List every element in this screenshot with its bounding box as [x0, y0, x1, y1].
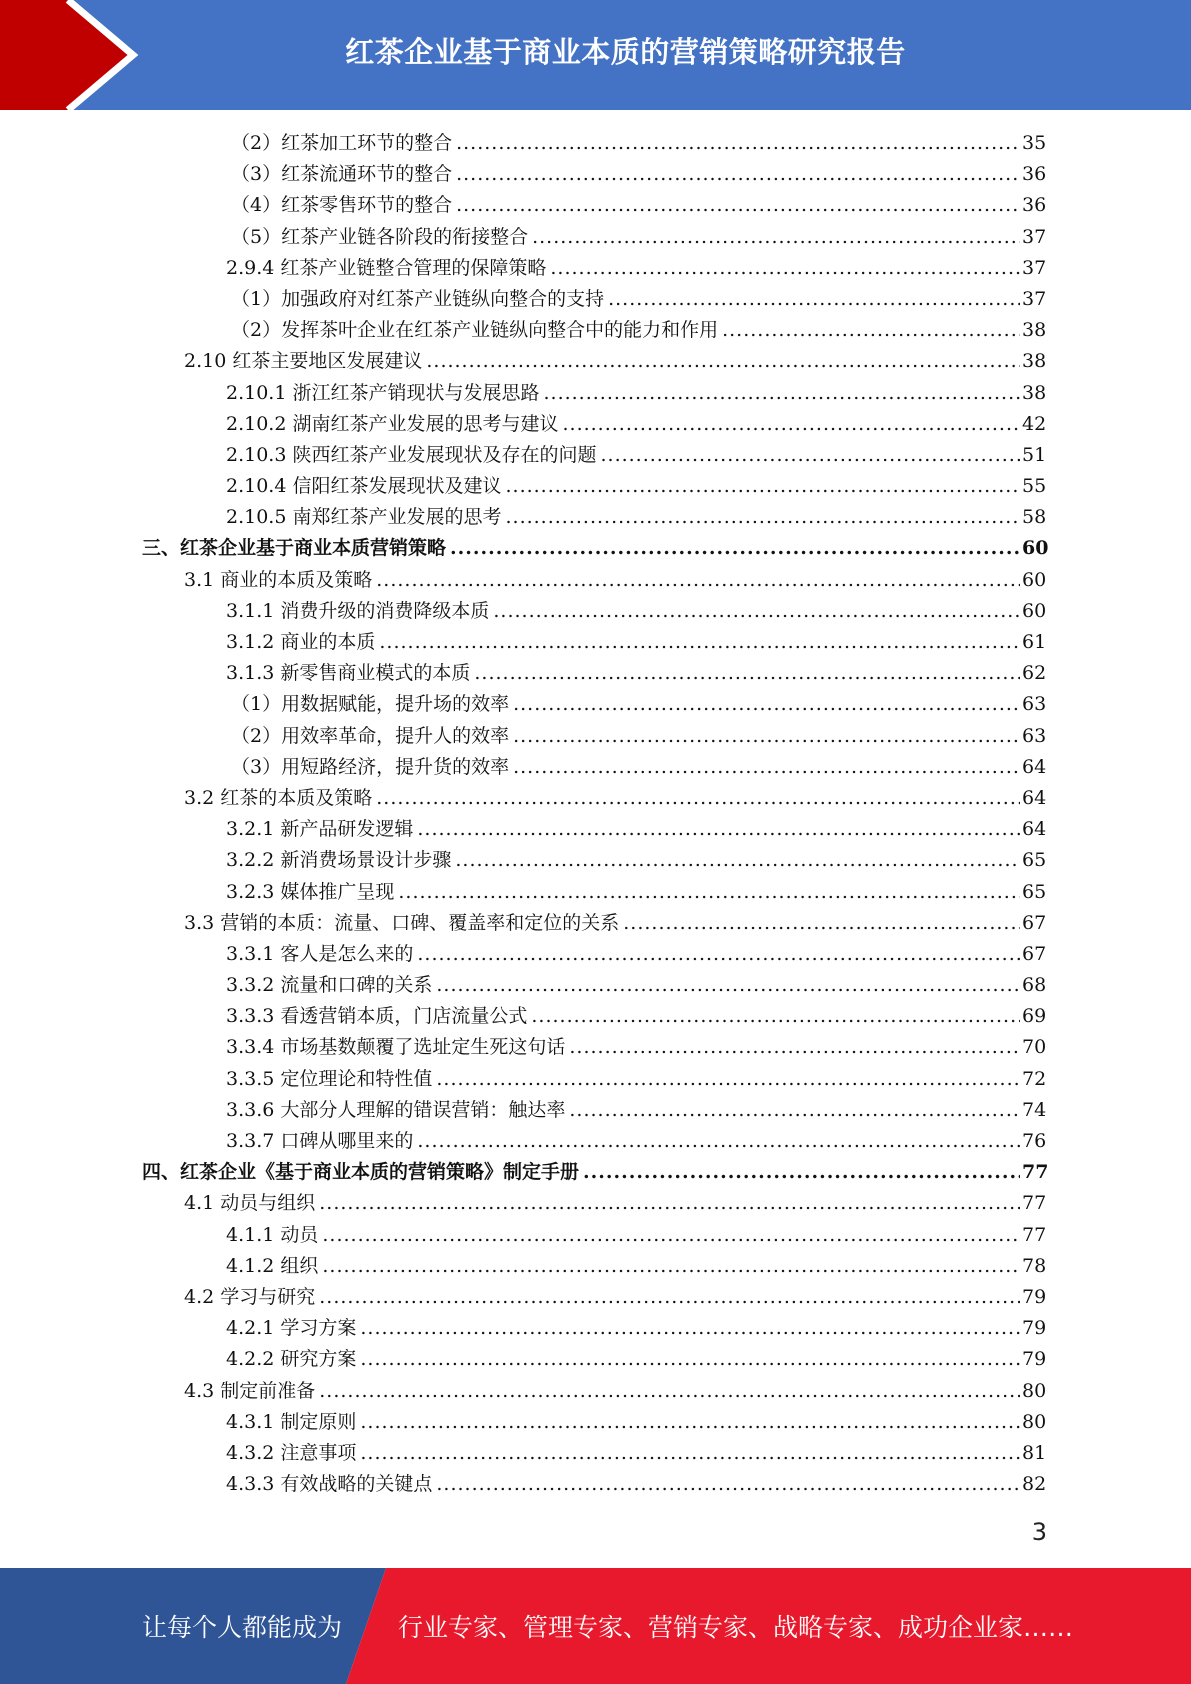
- toc-entry[interactable]: [0, 627, 1191, 658]
- toc-entry-page: 65: [1022, 880, 1047, 903]
- toc-entry-title: （1）用数据赋能，提升场的效率: [231, 693, 510, 716]
- toc-entry[interactable]: [0, 1126, 1191, 1157]
- toc-entry[interactable]: [0, 1282, 1191, 1313]
- toc-entry-title: 3.3.1 客人是怎么来的: [226, 942, 414, 965]
- toc-entry-page: 60: [1022, 568, 1047, 591]
- toc-entry-title: （4）红茶零售环节的整合: [231, 194, 453, 217]
- toc-entry-page: 80: [1022, 1379, 1047, 1402]
- toc-dot-leader: [583, 1157, 1020, 1188]
- toc-entry[interactable]: [0, 378, 1191, 409]
- toc-dot-leader: [493, 596, 1020, 627]
- toc-dot-leader: [319, 1282, 1020, 1313]
- toc-dot-leader: [562, 409, 1020, 440]
- toc-entry-title: 3.3.5 定位理论和特性值: [226, 1067, 433, 1090]
- toc-dot-leader: [623, 908, 1020, 939]
- toc-entry-page: 61: [1022, 631, 1047, 653]
- page-number: 3: [1031, 1518, 1047, 1546]
- footer-slogan-right: 行业专家、管理专家、营销专家、战略专家、成功企业家……: [398, 1613, 1074, 1642]
- toc-entry[interactable]: [0, 970, 1191, 1001]
- toc-entry-page: 64: [1022, 786, 1047, 809]
- toc-dot-leader: [322, 1220, 1020, 1251]
- toc-entry-title: 4.2 学习与研究: [184, 1285, 316, 1308]
- toc-entry[interactable]: [0, 1157, 1191, 1188]
- toc-entry-title: 3.2 红茶的本质及策略: [184, 786, 373, 809]
- toc-entry-title: 3.2.1 新产品研发逻辑: [226, 818, 414, 841]
- toc-entry-page: 77: [1022, 1161, 1049, 1184]
- toc-dot-leader: [398, 877, 1020, 908]
- toc-entry-page: 74: [1022, 1098, 1047, 1121]
- toc-entry[interactable]: [0, 814, 1191, 845]
- toc-entry[interactable]: [0, 159, 1191, 190]
- toc-entry[interactable]: [0, 1344, 1191, 1375]
- toc-dot-leader: [531, 1001, 1020, 1032]
- toc-dot-leader: [532, 222, 1020, 253]
- toc-entry-page: 76: [1022, 1130, 1047, 1152]
- toc-entry-title: 四、红茶企业《基于商业本质的营销策略》制定手册: [142, 1161, 580, 1184]
- toc-entry-title: 3.1.2 商业的本质: [226, 631, 376, 653]
- toc-entry-page: 58: [1022, 506, 1047, 529]
- toc-entry-title: 4.1 动员与组织: [184, 1192, 316, 1215]
- toc-entry[interactable]: [0, 190, 1191, 221]
- toc-entry-title: （5）红茶产业链各阶段的衔接整合: [231, 225, 529, 248]
- toc-dot-leader: [513, 721, 1020, 752]
- toc-entry[interactable]: [0, 222, 1191, 253]
- toc-entry[interactable]: [0, 1313, 1191, 1344]
- toc-entry[interactable]: [0, 533, 1191, 564]
- toc-entry[interactable]: [0, 1469, 1191, 1500]
- table-of-contents: [0, 128, 1191, 1500]
- toc-entry-title: 3.1 商业的本质及策略: [184, 568, 373, 591]
- toc-entry[interactable]: [0, 502, 1191, 533]
- toc-entry-title: 4.3.1 制定原则: [226, 1410, 357, 1433]
- toc-entry-page: 62: [1022, 662, 1047, 685]
- toc-entry-page: 60: [1022, 599, 1047, 622]
- toc-entry-page: 63: [1022, 693, 1047, 716]
- toc-dot-leader: [456, 159, 1020, 190]
- toc-entry-page: 68: [1022, 974, 1047, 997]
- toc-entry[interactable]: [0, 752, 1191, 783]
- toc-entry-title: 3.3.7 口碑从哪里来的: [226, 1130, 414, 1152]
- toc-dot-leader: [376, 565, 1020, 596]
- toc-entry-page: 51: [1022, 443, 1047, 466]
- toc-entry-page: 77: [1022, 1223, 1047, 1246]
- toc-entry-page: 78: [1022, 1254, 1047, 1277]
- toc-entry-title: 3.2.3 媒体推广呈现: [226, 880, 395, 903]
- toc-dot-leader: [417, 1126, 1020, 1157]
- toc-entry-page: 65: [1022, 849, 1047, 872]
- toc-entry-title: 2.10.2 湖南红茶产业发展的思考与建议: [226, 412, 559, 435]
- toc-entry-title: 三、红茶企业基于商业本质营销策略: [142, 537, 447, 560]
- toc-entry[interactable]: [0, 565, 1191, 596]
- toc-entry-page: 67: [1022, 911, 1047, 934]
- toc-dot-leader: [513, 752, 1020, 783]
- toc-dot-leader: [505, 471, 1020, 502]
- toc-dot-leader: [456, 128, 1020, 159]
- toc-entry-page: 42: [1022, 412, 1047, 435]
- toc-entry-page: 37: [1022, 287, 1047, 310]
- toc-dot-leader: [600, 440, 1020, 471]
- toc-entry-title: （2）发挥茶叶企业在红茶产业链纵向整合中的能力和作用: [231, 319, 719, 342]
- toc-entry-title: （3）用短路经济，提升货的效率: [231, 755, 510, 778]
- toc-entry-title: 4.1.1 动员: [226, 1223, 319, 1246]
- toc-entry[interactable]: [0, 721, 1191, 752]
- toc-entry[interactable]: [0, 315, 1191, 346]
- toc-entry[interactable]: [0, 908, 1191, 939]
- toc-entry-page: 37: [1022, 256, 1047, 279]
- toc-dot-leader: [360, 1438, 1020, 1469]
- toc-entry-title: 2.10.1 浙江红茶产销现状与发展思路: [226, 381, 540, 404]
- toc-entry-title: 4.2.1 学习方案: [226, 1317, 357, 1340]
- toc-entry-page: 38: [1022, 381, 1047, 404]
- toc-entry-page: 72: [1022, 1067, 1047, 1090]
- toc-entry-page: 70: [1022, 1036, 1047, 1059]
- page-header: [0, 0, 1191, 110]
- toc-entry-title: （1）加强政府对红茶产业链纵向整合的支持: [231, 287, 605, 310]
- toc-entry-page: 64: [1022, 755, 1047, 778]
- toc-dot-leader: [436, 1469, 1020, 1500]
- toc-entry-page: 38: [1022, 350, 1047, 373]
- toc-entry-page: 67: [1022, 942, 1047, 965]
- toc-entry[interactable]: [0, 877, 1191, 908]
- toc-entry[interactable]: [0, 1376, 1191, 1407]
- toc-entry-title: （2）用效率革命，提升人的效率: [231, 724, 510, 747]
- toc-dot-leader: [450, 533, 1020, 564]
- toc-entry[interactable]: [0, 128, 1191, 159]
- toc-entry[interactable]: [0, 1407, 1191, 1438]
- toc-dot-leader: [513, 689, 1020, 720]
- footer-slogan-left: 让每个人都能成为: [142, 1613, 343, 1642]
- toc-entry[interactable]: [0, 1095, 1191, 1126]
- toc-dot-leader: [569, 1032, 1020, 1063]
- toc-entry[interactable]: [0, 1188, 1191, 1219]
- toc-entry-title: 4.3.3 有效战略的关键点: [226, 1473, 433, 1496]
- toc-dot-leader: [436, 970, 1020, 1001]
- toc-dot-leader: [456, 190, 1020, 221]
- toc-entry[interactable]: [0, 409, 1191, 440]
- toc-entry-title: 2.9.4 红茶产业链整合管理的保障策略: [226, 256, 547, 279]
- toc-entry-title: 4.1.2 组织: [226, 1254, 319, 1277]
- toc-dot-leader: [376, 783, 1020, 814]
- toc-entry[interactable]: [0, 440, 1191, 471]
- toc-entry[interactable]: [0, 783, 1191, 814]
- toc-entry-title: 3.3.2 流量和口碑的关系: [226, 974, 433, 997]
- toc-entry-title: 4.3 制定前准备: [184, 1379, 316, 1402]
- toc-dot-leader: [417, 814, 1020, 845]
- toc-entry-title: 3.1.1 消费升级的消费降级本质: [226, 599, 490, 622]
- toc-entry[interactable]: [0, 1032, 1191, 1063]
- toc-dot-leader: [417, 939, 1020, 970]
- toc-dot-leader: [608, 284, 1020, 315]
- toc-entry-page: 82: [1022, 1473, 1047, 1496]
- toc-dot-leader: [319, 1188, 1020, 1219]
- toc-entry[interactable]: [0, 1220, 1191, 1251]
- toc-dot-leader: [436, 1064, 1020, 1095]
- toc-entry-page: 81: [1022, 1441, 1047, 1464]
- toc-entry-page: 55: [1022, 475, 1047, 498]
- toc-entry[interactable]: [0, 845, 1191, 876]
- toc-entry-title: 3.3 营销的本质：流量、口碑、覆盖率和定位的关系: [184, 911, 620, 934]
- document-title: 红茶企业基于商业本质的营销策略研究报告: [345, 34, 906, 69]
- toc-entry[interactable]: [0, 1438, 1191, 1469]
- toc-entry-title: 2.10.5 南郑红茶产业发展的思考: [226, 506, 502, 529]
- toc-dot-leader: [360, 1344, 1020, 1375]
- toc-dot-leader: [379, 627, 1020, 658]
- toc-entry-page: 77: [1022, 1192, 1047, 1215]
- toc-entry-page: 80: [1022, 1410, 1047, 1433]
- toc-entry[interactable]: [0, 596, 1191, 627]
- toc-entry-title: （2）红茶加工环节的整合: [231, 132, 453, 154]
- toc-dot-leader: [505, 502, 1020, 533]
- toc-dot-leader: [474, 658, 1020, 689]
- toc-entry-title: 3.3.3 看透营销本质，门店流量公式: [226, 1005, 528, 1028]
- toc-entry-title: 3.2.2 新消费场景设计步骤: [226, 849, 452, 872]
- toc-entry-page: 36: [1022, 163, 1047, 186]
- toc-entry-title: 2.10 红茶主要地区发展建议: [184, 350, 423, 373]
- toc-dot-leader: [322, 1251, 1020, 1282]
- toc-entry[interactable]: [0, 689, 1191, 720]
- toc-entry-page: 35: [1022, 132, 1047, 154]
- toc-entry-title: 3.1.3 新零售商业模式的本质: [226, 662, 471, 685]
- toc-dot-leader: [360, 1313, 1020, 1344]
- toc-entry[interactable]: [0, 1251, 1191, 1282]
- toc-entry[interactable]: [0, 346, 1191, 377]
- toc-dot-leader: [550, 253, 1020, 284]
- toc-dot-leader: [569, 1095, 1020, 1126]
- toc-dot-leader: [426, 346, 1020, 377]
- toc-entry[interactable]: [0, 1001, 1191, 1032]
- toc-entry[interactable]: [0, 471, 1191, 502]
- toc-entry-title: 3.3.4 市场基数颠覆了选址定生死这句话: [226, 1036, 566, 1059]
- toc-entry-page: 60: [1022, 537, 1049, 560]
- toc-entry[interactable]: [0, 1064, 1191, 1095]
- page-footer: [0, 1568, 1191, 1684]
- toc-entry-title: 4.2.2 研究方案: [226, 1348, 357, 1371]
- toc-dot-leader: [319, 1376, 1020, 1407]
- toc-entry[interactable]: [0, 253, 1191, 284]
- toc-entry-title: 2.10.4 信阳红茶发展现状及建议: [226, 475, 502, 498]
- toc-entry[interactable]: [0, 284, 1191, 315]
- toc-dot-leader: [722, 315, 1020, 346]
- toc-entry-page: 79: [1022, 1317, 1047, 1340]
- toc-entry-page: 79: [1022, 1348, 1047, 1371]
- toc-entry-title: 4.3.2 注意事项: [226, 1441, 357, 1464]
- toc-entry[interactable]: [0, 939, 1191, 970]
- toc-entry-title: 2.10.3 陕西红茶产业发展现状及存在的问题: [226, 443, 597, 466]
- toc-entry-page: 79: [1022, 1285, 1047, 1308]
- toc-entry-page: 64: [1022, 818, 1047, 841]
- toc-entry-page: 69: [1022, 1005, 1047, 1028]
- toc-dot-leader: [455, 845, 1020, 876]
- toc-dot-leader: [543, 378, 1020, 409]
- toc-entry-page: 37: [1022, 225, 1047, 248]
- toc-entry-page: 38: [1022, 319, 1047, 342]
- toc-entry-title: 3.3.6 大部分人理解的错误营销：触达率: [226, 1098, 566, 1121]
- toc-entry[interactable]: [0, 658, 1191, 689]
- toc-entry-title: （3）红茶流通环节的整合: [231, 163, 453, 186]
- toc-entry-page: 36: [1022, 194, 1047, 217]
- toc-entry-page: 63: [1022, 724, 1047, 747]
- toc-dot-leader: [360, 1407, 1020, 1438]
